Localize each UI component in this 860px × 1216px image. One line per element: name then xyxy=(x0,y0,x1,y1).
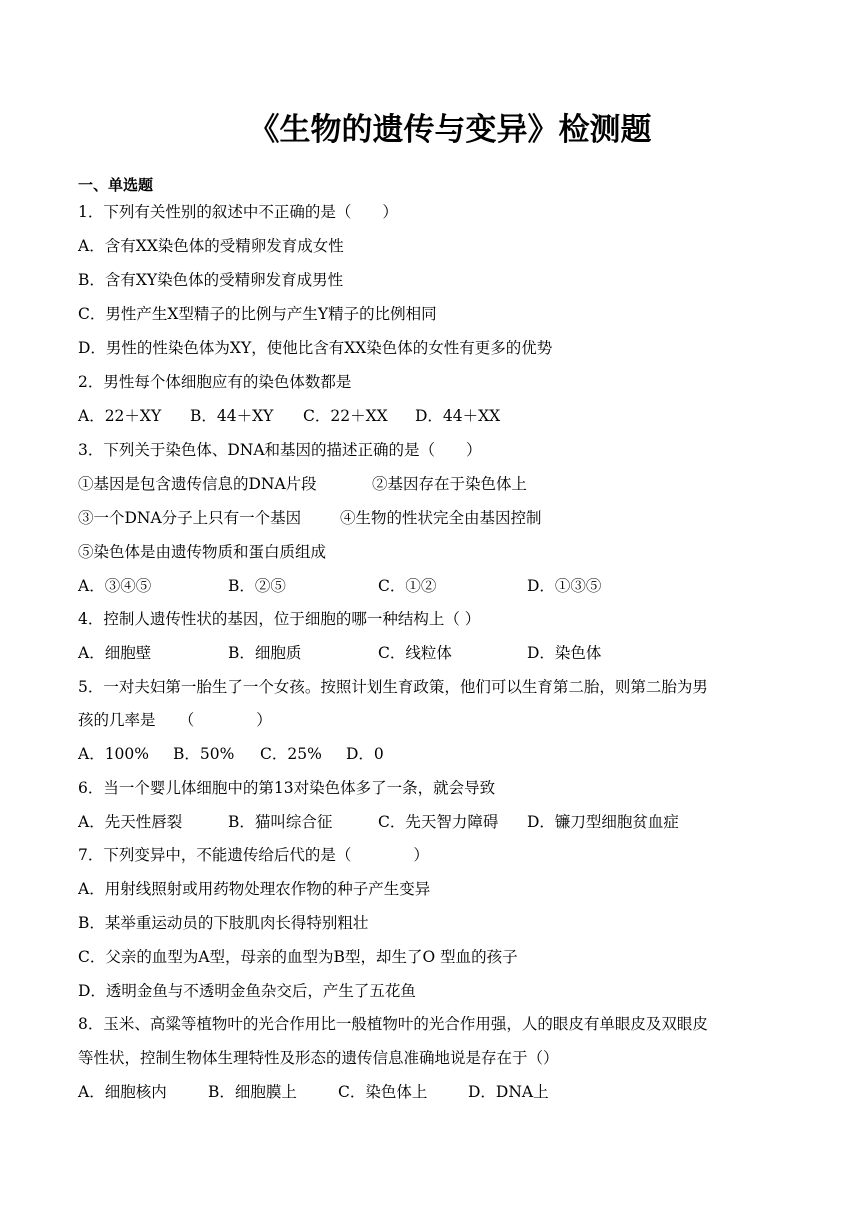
question-3-statement-1: ①基因是包含遗传信息的DNA片段 xyxy=(78,475,317,493)
question-8-option-b: B．细胞膜上 xyxy=(208,1083,297,1101)
question-5-stem-line-2: 孩的几率是 （ ） xyxy=(78,711,272,729)
question-3-option-b: B．②⑤ xyxy=(228,577,286,595)
question-3-statement-3: ③一个DNA分子上只有一个基因 xyxy=(78,509,302,527)
question-1-option-d: D．男性的性染色体为XY，使他比含有XX染色体的女性有更多的优势 xyxy=(78,339,553,357)
question-8-option-a: A．细胞核内 xyxy=(78,1083,167,1101)
question-7-option-b: B．某举重运动员的下肢肌肉长得特别粗壮 xyxy=(78,914,369,932)
question-1-option-a: A．含有XX染色体的受精卵发育成女性 xyxy=(78,237,344,255)
question-5-option-a: A．100% xyxy=(78,745,150,763)
question-5-option-d: D．0 xyxy=(346,745,384,763)
question-3-statements-row-1 xyxy=(78,474,778,494)
question-7-option-a: A．用射线照射或用药物处理农作物的种子产生变异 xyxy=(78,880,431,898)
question-3-stem: 3．下列关于染色体、DNA和基因的描述正确的是（ ） xyxy=(78,441,482,459)
question-8-stem-line-2: 等性状，控制生物体生理特性及形态的遗传信息准确地说是存在于（） xyxy=(78,1049,559,1067)
question-2-option-c: C．22＋XX xyxy=(303,407,388,425)
question-2-option-d: D．44＋XX xyxy=(415,407,501,425)
question-5-options xyxy=(78,744,778,764)
question-2-options xyxy=(78,406,778,426)
question-2-option-b: B．44＋XY xyxy=(190,407,274,425)
question-5-option-b: B．50% xyxy=(173,745,235,763)
question-4-options xyxy=(78,643,778,663)
question-8-option-d: D．DNA上 xyxy=(468,1083,549,1101)
question-4-option-b: B．细胞质 xyxy=(228,644,302,662)
section-heading: 一、单选题 xyxy=(78,176,154,194)
question-5-option-c: C．25% xyxy=(260,745,322,763)
question-6-option-c: C．先天智力障碍 xyxy=(378,813,499,831)
question-4-option-a: A．细胞壁 xyxy=(78,644,152,662)
question-2-option-a: A．22＋XY xyxy=(78,407,162,425)
question-3-statement-2: ②基因存在于染色体上 xyxy=(372,475,528,493)
question-1-option-c: C．男性产生X型精子的比例与产生Y精子的比例相同 xyxy=(78,305,437,323)
question-3-statement-4: ④生物的性状完全由基因控制 xyxy=(340,509,542,527)
question-6-option-a: A．先天性唇裂 xyxy=(78,813,183,831)
question-8-options xyxy=(78,1082,778,1102)
question-5-stem-line-1: 5．一对夫妇第一胎生了一个女孩。按照计划生育政策，他们可以生育第二胎，则第二胎为男 xyxy=(78,678,708,696)
question-7-option-d: D．透明金鱼与不透明金鱼杂交后，产生了五花鱼 xyxy=(78,982,416,1000)
question-6-option-b: B．猫叫综合征 xyxy=(228,813,333,831)
question-3-option-d: D．①③⑤ xyxy=(527,577,602,595)
question-3-option-a: A．③④⑤ xyxy=(78,577,152,595)
question-6-option-d: D．镰刀型细胞贫血症 xyxy=(527,813,679,831)
question-2-stem: 2．男性每个体细胞应有的染色体数都是 xyxy=(78,373,352,391)
question-3-statements-row-2 xyxy=(78,508,778,528)
question-4-option-c: C．线粒体 xyxy=(378,644,452,662)
question-6-options xyxy=(78,812,798,832)
question-3-options xyxy=(78,576,778,596)
question-1-stem: 1．下列有关性别的叙述中不正确的是（ ） xyxy=(78,203,398,221)
question-3-statement-5: ⑤染色体是由遗传物质和蛋白质组成 xyxy=(78,543,327,561)
question-4-option-d: D．染色体 xyxy=(527,644,602,662)
question-8-option-c: C．染色体上 xyxy=(338,1083,428,1101)
question-7-stem: 7．下列变异中，不能遗传给后代的是（ ） xyxy=(78,846,429,864)
question-7-option-c: C．父亲的血型为A型，母亲的血型为B型，却生了O 型血的孩子 xyxy=(78,948,518,966)
page-title: 《生物的遗传与变异》检测题 xyxy=(248,112,652,148)
question-6-stem: 6．当一个婴儿体细胞中的第13对染色体多了一条，就会导致 xyxy=(78,779,496,797)
question-1-option-b: B．含有XY染色体的受精卵发育成男性 xyxy=(78,271,344,289)
question-4-stem: 4．控制人遗传性状的基因，位于细胞的哪一种结构上（ ） xyxy=(78,610,481,628)
question-3-option-c: C．①② xyxy=(378,577,437,595)
question-8-stem-line-1: 8．玉米、高粱等植物叶的光合作用比一般植物叶的光合作用强，人的眼皮有单眼皮及双眼皮 xyxy=(78,1015,708,1033)
